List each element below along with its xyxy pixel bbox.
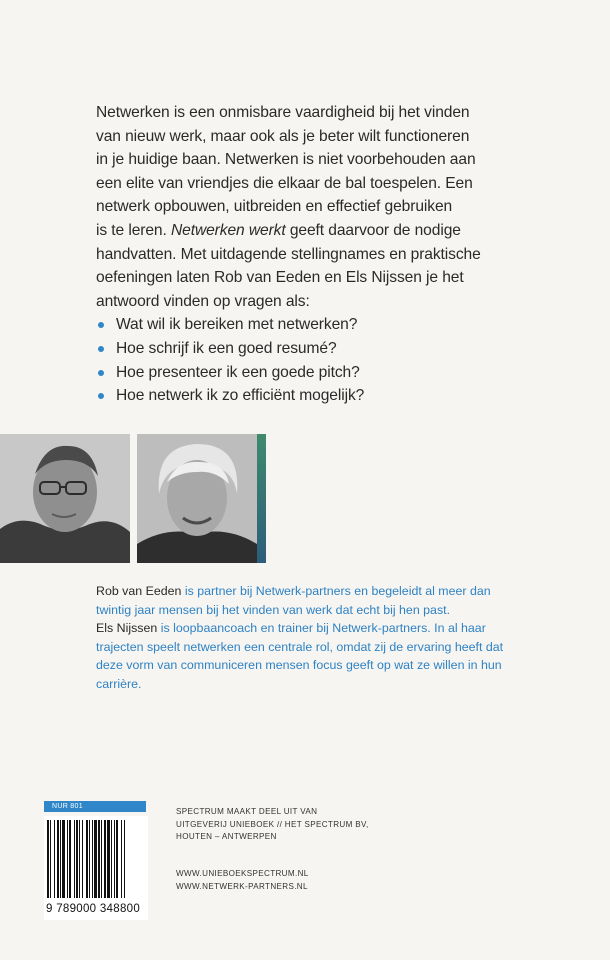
nur-label: NUR 801 — [44, 801, 146, 812]
intro-line-part: is te leren. — [96, 221, 171, 239]
barcode-bar — [82, 820, 83, 898]
barcode-bar — [124, 820, 125, 898]
intro-line — [96, 219, 526, 243]
barcode-bar — [107, 820, 110, 898]
intro-line: antwoord vinden op vragen als: — [96, 292, 310, 310]
barcode-bar — [74, 820, 75, 898]
isbn-number: 9 789000 348800 — [44, 900, 148, 920]
intro-line: handvatten. Met uitdagende stellingnames en praktische — [96, 245, 481, 263]
barcode-bar — [94, 820, 97, 898]
intro-line: oefeningen laten Rob van Eeden en Els Nijssen je het — [96, 269, 464, 287]
bio-text: is partner bij Netwerk-partners en begeleidt al meer dan twintig jaar mensen bij het vinden van werk dat echt bij hen past. — [96, 584, 491, 617]
barcode-bar — [60, 820, 61, 898]
publisher-line: SPECTRUM MAAKT DEEL UIT VAN — [176, 807, 318, 816]
intro-line: een elite van vriendjes die elkaar de bal toespelen. Een — [96, 174, 473, 192]
website-link[interactable]: WWW.UNIEBOEKSPECTRUM.NL — [176, 869, 309, 878]
bullet-dot-icon — [98, 393, 104, 399]
bullet-dot-icon — [98, 322, 104, 328]
barcode-bar — [86, 820, 88, 898]
bullet-dot-icon — [98, 346, 104, 352]
author-photos — [0, 434, 266, 563]
barcode-bar — [57, 820, 59, 898]
list-item-text: Hoe netwerk ik zo efficiënt mogelijk? — [116, 387, 365, 405]
list-item — [96, 361, 526, 385]
bio-els — [96, 619, 516, 693]
barcode-bar — [121, 820, 122, 898]
website-link[interactable]: WWW.NETWERK-PARTNERS.NL — [176, 881, 308, 891]
list-item — [96, 384, 526, 408]
bio-rob — [96, 582, 516, 619]
barcode-bar — [54, 820, 55, 898]
publisher-info — [176, 806, 476, 844]
barcode-bar — [69, 820, 71, 898]
barcode-bar — [114, 820, 115, 898]
intro-line: in je huidige baan. Netwerken is niet voorbehouden aan — [96, 151, 476, 169]
intro-line-part: geeft daarvoor de nodige — [285, 221, 461, 239]
question-list — [96, 313, 526, 407]
publisher-links — [176, 868, 476, 893]
intro-text — [96, 101, 526, 408]
barcode-bar — [79, 820, 80, 898]
barcode-bar — [92, 820, 93, 898]
barcode-bar — [67, 820, 68, 898]
publisher-line: UITGEVERIJ UNIEBOEK // HET SPECTRUM BV, — [176, 819, 369, 829]
book-title-italic: Netwerken werkt — [170, 221, 286, 239]
isbn-barcode — [44, 816, 148, 900]
barcode-bar — [101, 820, 102, 898]
list-item — [96, 337, 526, 361]
barcode-bar — [116, 820, 118, 898]
barcode-bar — [104, 820, 106, 898]
intro-line: van nieuw werk, maar ook als je beter wilt functioneren — [96, 127, 470, 145]
author-photo-els — [137, 434, 257, 563]
barcode-bar — [76, 820, 78, 898]
bullet-dot-icon — [98, 370, 104, 376]
barcode-bar — [98, 820, 100, 898]
list-item-text: Wat wil ik bereiken met netwerken? — [116, 316, 358, 334]
intro-line: netwerk opbouwen, uitbreiden en effectief gebruiken — [96, 198, 453, 216]
author-name: Rob van Eeden — [96, 584, 182, 598]
barcode-bar — [50, 820, 51, 898]
barcode-bar — [89, 820, 90, 898]
photo-accent-strip — [257, 434, 266, 563]
barcode-bar — [47, 820, 49, 898]
barcode-bar — [62, 820, 65, 898]
list-item — [96, 313, 526, 337]
list-item-text: Hoe schrijf ik een goed resumé? — [116, 339, 337, 357]
intro-line: Netwerken is een onmisbare vaardigheid bij het vinden — [96, 104, 470, 121]
bio-text: is loopbaancoach en trainer bij Netwerk-partners. In al haar trajecten speelt netwerken een centrale rol, omdat zij de ervaring heeft dat deze vorm van communiceren mensen focus geeft op wat ze willen in hun carrière. — [96, 621, 504, 691]
author-name: Els Nijssen — [96, 621, 158, 636]
publisher-line: HOUTEN – ANTWERPEN — [176, 832, 277, 842]
barcode-bar — [111, 820, 112, 898]
author-photo-rob — [0, 434, 130, 563]
author-bio — [96, 582, 516, 694]
list-item-text: Hoe presenteer ik een goede pitch? — [116, 363, 360, 381]
